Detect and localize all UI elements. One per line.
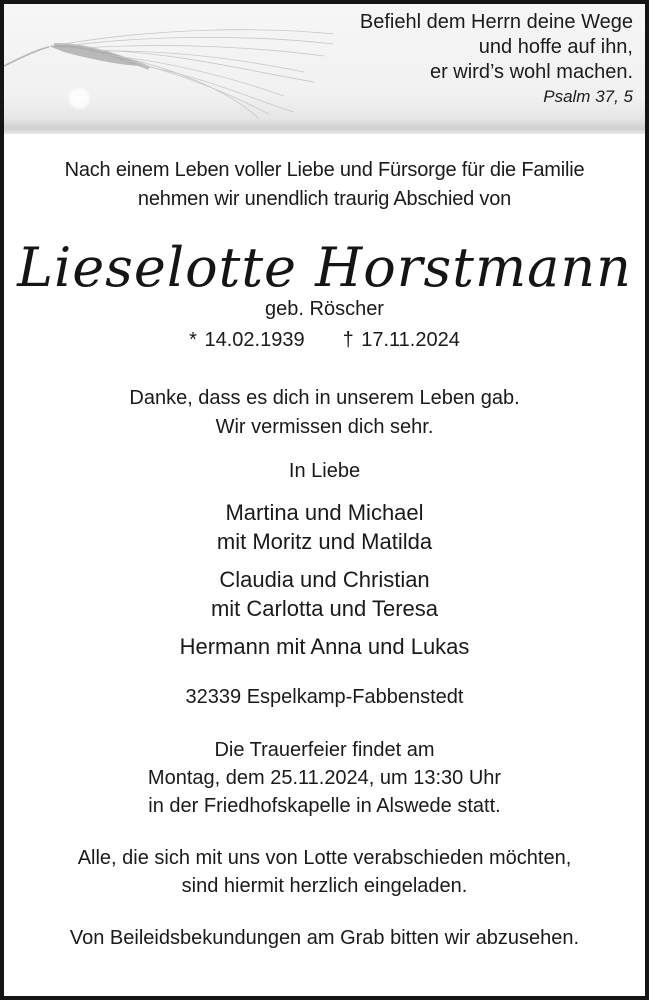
header-image-band xyxy=(4,4,645,134)
family-line: mit Carlotta und Teresa xyxy=(210,596,439,621)
thanks-text xyxy=(4,384,645,442)
family-line: Claudia und Christian xyxy=(219,567,430,592)
thanks-line: Danke, dass es dich in unserem Leben gab. xyxy=(129,387,520,409)
intro-text xyxy=(4,156,645,214)
maiden-name: geb. Röscher xyxy=(265,298,384,320)
invite-line: Alle, die sich mit uns von Lotte verabschieden möchten, xyxy=(77,847,572,869)
family-line: Martina und Michael xyxy=(225,500,424,525)
funeral-service-info xyxy=(4,736,645,820)
verse-line: er wird’s wohl machen. xyxy=(429,61,633,83)
invite-line: sind hiermit herzlich eingeladen. xyxy=(181,875,468,897)
thanks-line: Wir vermissen dich sehr. xyxy=(215,416,434,438)
deceased-name: Lieselotte Horstmann xyxy=(17,236,632,299)
death-date: † 17.11.2024 xyxy=(342,329,460,351)
closing-note: Von Beileidsbekundungen am Grab bitten wir abzusehen. xyxy=(69,927,580,949)
family-group xyxy=(4,565,645,623)
family-list xyxy=(4,498,645,661)
family-group xyxy=(4,632,645,661)
in-love-label: In Liebe xyxy=(288,460,361,482)
intro-line: nehmen wir unendlich traurig Abschied von xyxy=(137,188,512,210)
notice-body xyxy=(4,156,645,952)
birth-date: * 14.02.1939 xyxy=(189,329,305,351)
intro-line: Nach einem Leben voller Liebe und Fürsorge für die Familie xyxy=(64,159,585,181)
verse-line: und hoffe auf ihn, xyxy=(478,36,633,58)
bible-verse xyxy=(360,10,633,109)
family-group xyxy=(4,498,645,556)
verse-line: Befiehl dem Herrn deine Wege xyxy=(359,11,633,33)
family-line: Hermann mit Anna und Lukas xyxy=(179,634,470,659)
service-line: in der Friedhofskapelle in Alswede statt. xyxy=(148,795,501,817)
invitation-text xyxy=(4,844,645,900)
service-line: Die Trauerfeier findet am xyxy=(214,739,435,761)
address: 32339 Espelkamp-Fabbenstedt xyxy=(185,686,464,708)
service-line: Montag, dem 25.11.2024, um 13:30 Uhr xyxy=(147,767,502,789)
life-dates xyxy=(4,326,645,354)
verse-reference: Psalm 37, 5 xyxy=(543,87,633,106)
family-line: mit Moritz und Matilda xyxy=(216,529,433,554)
